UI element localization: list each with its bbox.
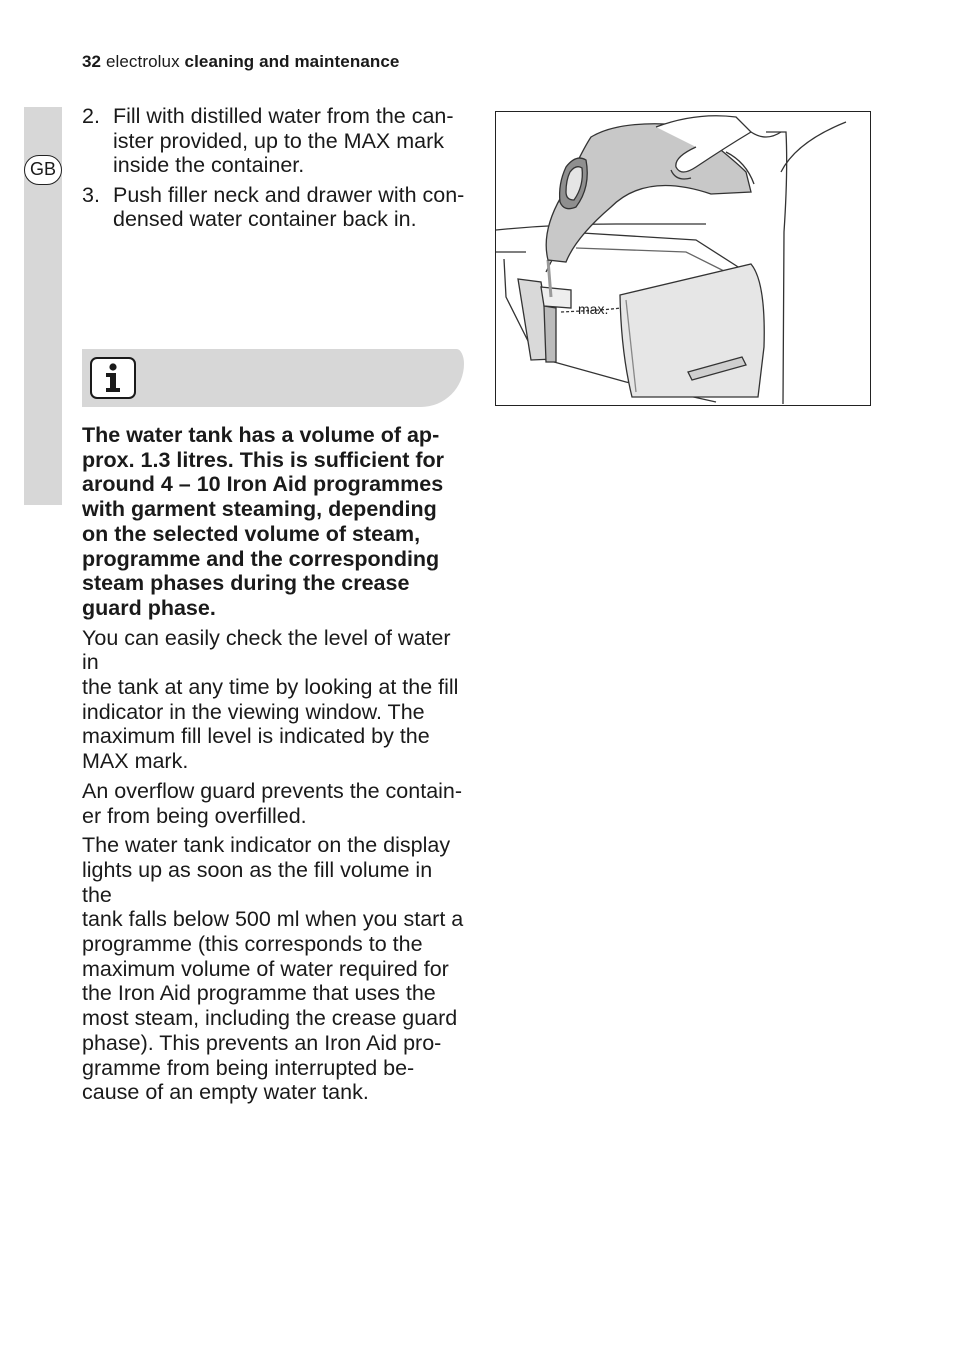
info-note-banner: [82, 349, 464, 407]
note-paragraph: You can easily check the level of water in the tank at any time by looking at the fill indicator in the viewing window. The maximum fill level is indicated by the MAX mark.: [82, 625, 459, 774]
language-tab: GB: [24, 155, 62, 185]
note-paragraph: An overflow guard prevents the contain- er from being overfilled.: [82, 778, 463, 828]
note-bold-paragraph: The water tank has a volume of ap- prox. 1.3 litres. This is sufficient for around 4 – 10 Iron Aid programmes with garment steaming, depending on the selected volume of steam, programme and the corresponding steam phases during the crease guard phase.: [82, 423, 445, 620]
note-paragraph: The water tank indicator on the display lights up as soon as the fill volume in the tank falls below 500 ml when you start a programme (this corresponds to the maximum volume of water required for the Iron Aid programme that uses the most steam, including the crease guard phase). This prevents an Iron Aid pro- gramme from being interrupted be- cause of an empty water tank.: [82, 833, 464, 1105]
step-item: [82, 104, 472, 178]
step-text: Push filler neck and drawer with con- densed water container back in.: [113, 182, 465, 232]
section-title: cleaning and maintenance: [184, 52, 400, 71]
info-icon: [90, 357, 136, 399]
page-header: [82, 52, 400, 72]
illustration-drawing: [496, 112, 869, 404]
step-item: [82, 183, 472, 232]
note-body: [82, 423, 468, 1110]
brand-name: electrolux: [105, 52, 180, 71]
step-text: Fill with distilled water from the can- ister provided, up to the MAX mark inside the container.: [113, 104, 454, 178]
page-number: 32: [82, 52, 102, 71]
step-number: 2.: [82, 104, 100, 128]
water-tank-fill-illustration: [495, 111, 871, 406]
max-mark-label: max.: [578, 301, 609, 317]
instruction-steps: [82, 104, 472, 237]
step-number: 3.: [82, 182, 100, 207]
